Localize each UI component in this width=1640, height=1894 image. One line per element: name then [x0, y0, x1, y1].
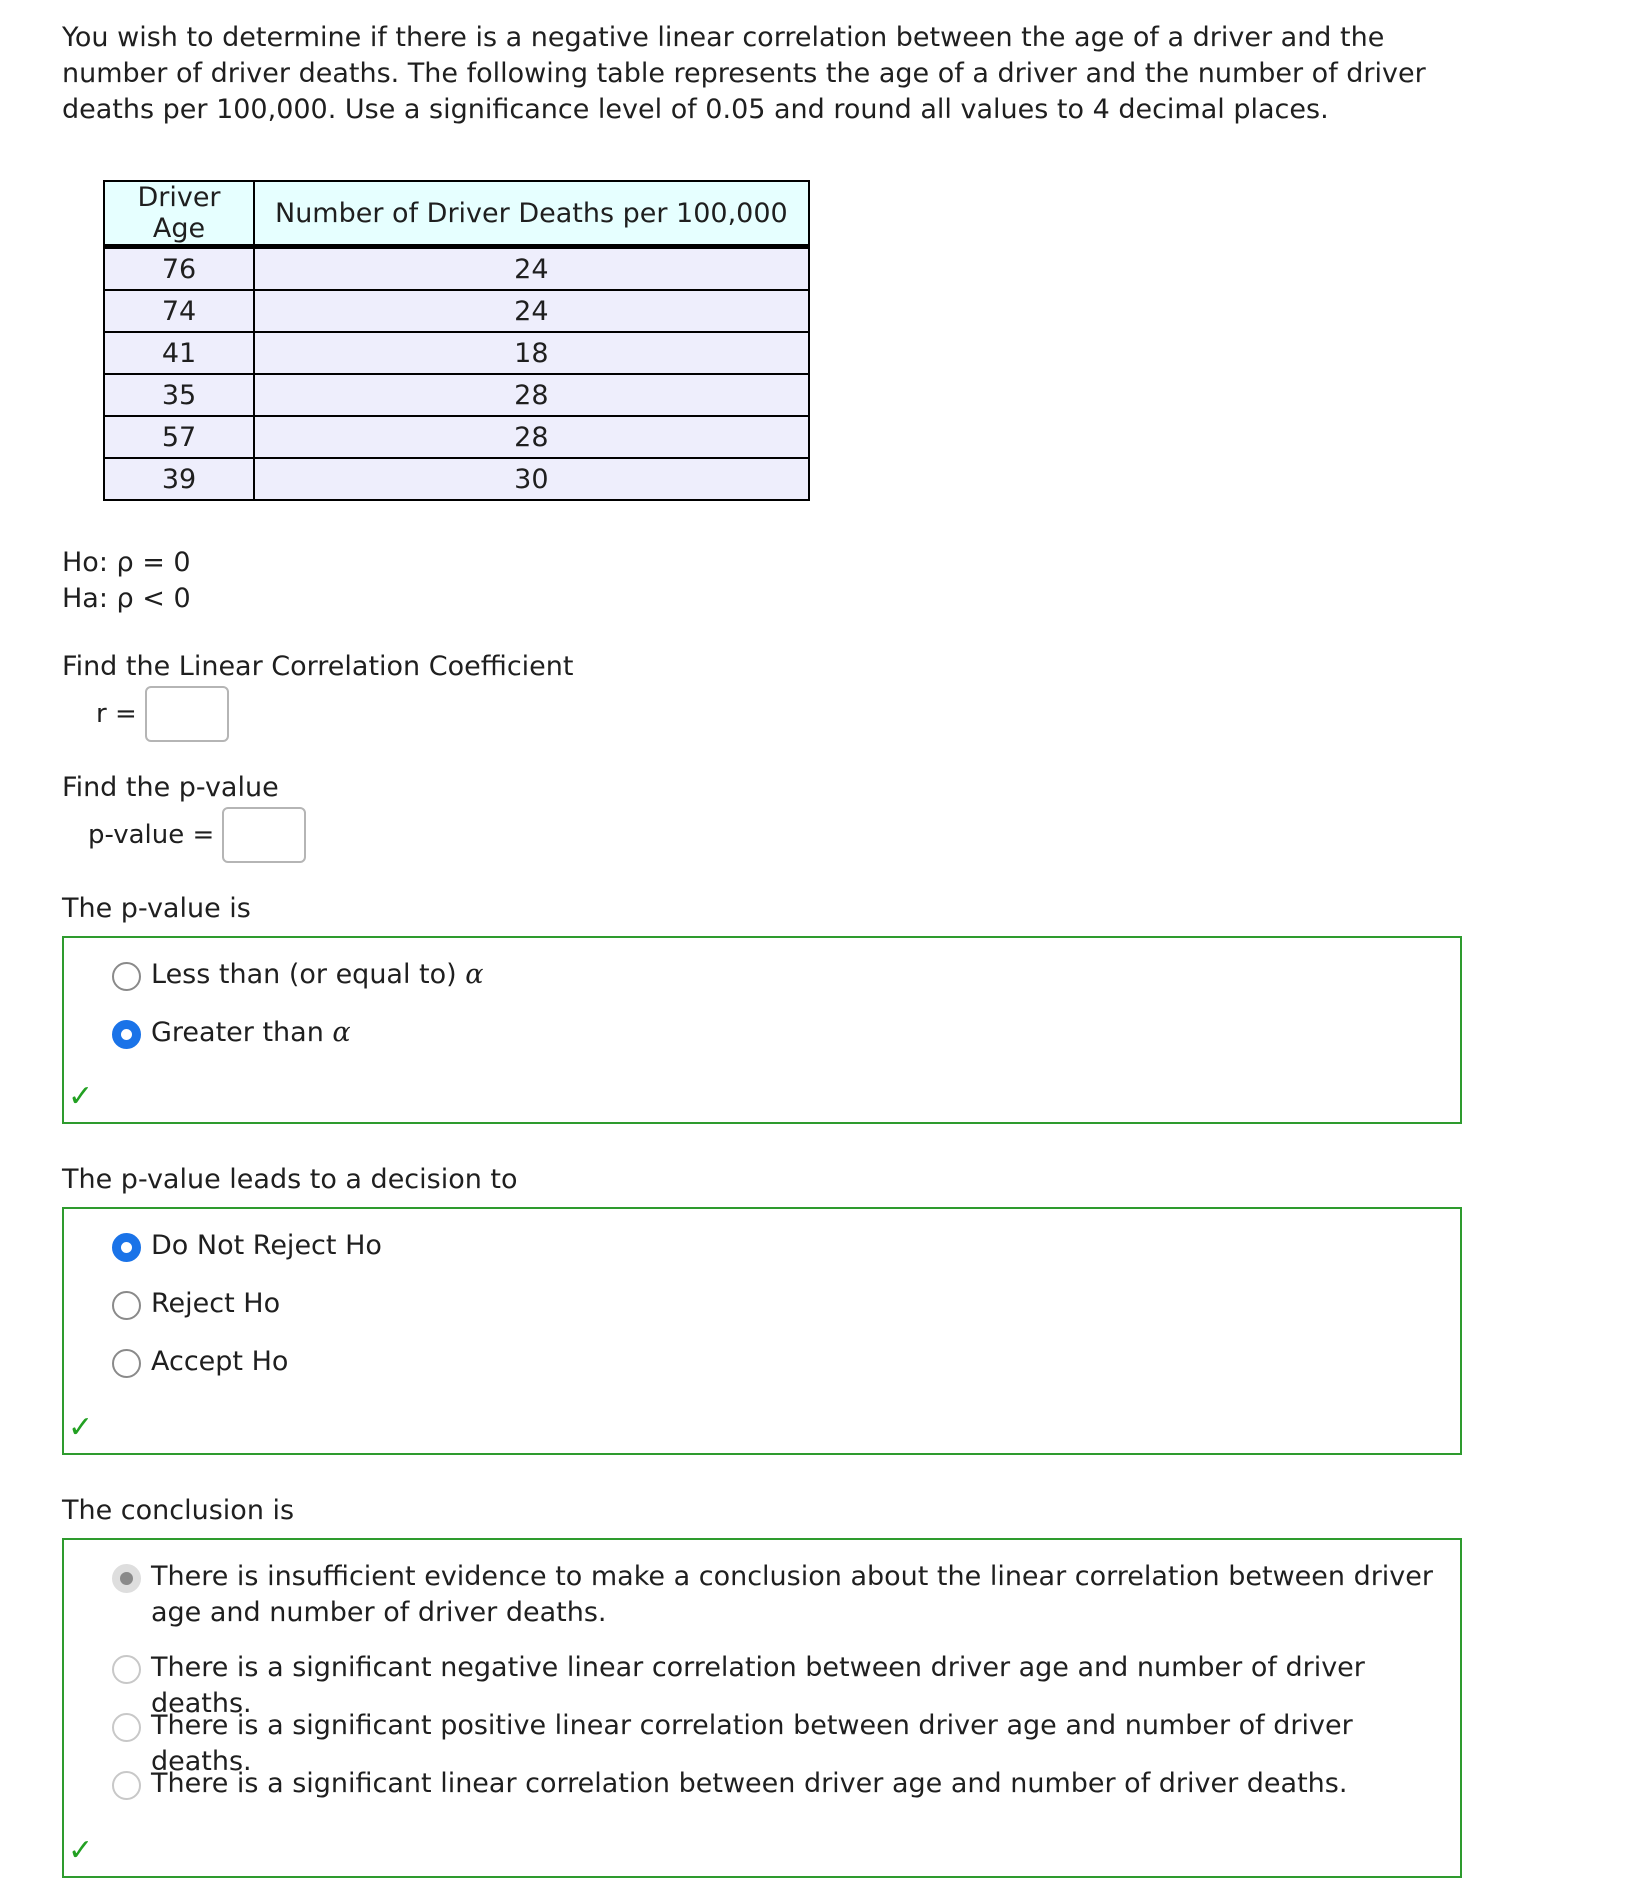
table-row	[104, 247, 809, 291]
pvalue-compare-box	[62, 936, 1462, 1124]
option-less-than-alpha[interactable]	[112, 960, 1460, 1018]
p-input-label: p-value =	[88, 820, 215, 850]
radio-unselected[interactable]	[112, 1349, 141, 1378]
option-label: There is insufficient evidence to make a conclusion about the linear correlation between driver age and number of driver deaths.	[151, 1561, 1433, 1628]
p-value-input[interactable]	[222, 807, 306, 863]
correct-check-icon: ✓	[68, 1079, 94, 1114]
radio-selected-disabled[interactable]	[112, 1564, 141, 1593]
radio-unselected[interactable]	[112, 962, 141, 991]
option-label: There is a significant linear correlation between driver age and number of driver deaths.	[151, 1768, 1348, 1799]
option-insufficient-evidence[interactable]	[112, 1562, 1440, 1631]
option-significant-linear[interactable]	[112, 1769, 1440, 1827]
hypotheses	[62, 545, 1462, 617]
option-significant-positive[interactable]	[112, 1710, 1440, 1777]
decision-label: The p-value leads to a decision to	[62, 1164, 518, 1195]
data-table	[103, 180, 810, 501]
header-driver-deaths: Number of Driver Deaths per 100,000	[254, 181, 809, 247]
option-label: Greater than	[151, 1017, 324, 1048]
decision-box	[62, 1207, 1462, 1455]
radio-unselected[interactable]	[112, 1291, 141, 1320]
radio-unselected[interactable]	[112, 1713, 141, 1742]
pvalue-compare-label: The p-value is	[62, 893, 251, 924]
r-question-label: Find the Linear Correlation Coefficient	[62, 651, 574, 682]
table-header-row	[104, 181, 809, 247]
alpha-symbol: α	[465, 959, 484, 990]
cell-age: 35	[104, 374, 254, 416]
cell-age: 76	[104, 247, 254, 291]
table-row	[104, 458, 809, 500]
conclusion-label: The conclusion is	[62, 1495, 295, 1526]
option-label: There is a significant negative linear correlation between driver age and number of driver deaths.	[151, 1652, 1365, 1719]
cell-deaths: 28	[254, 416, 809, 458]
table-row	[104, 374, 809, 416]
radio-unselected[interactable]	[112, 1771, 141, 1800]
question-container	[62, 20, 1462, 1878]
cell-deaths: 30	[254, 458, 809, 500]
correct-check-icon: ✓	[68, 1410, 94, 1445]
cell-deaths: 24	[254, 247, 809, 291]
alpha-symbol: α	[332, 1017, 351, 1048]
cell-age: 74	[104, 290, 254, 332]
conclusion-box	[62, 1538, 1462, 1878]
cell-deaths: 18	[254, 332, 809, 374]
radio-selected[interactable]	[112, 1233, 141, 1262]
option-label: There is a significant positive linear correlation between driver age and number of driver deaths.	[151, 1710, 1353, 1777]
option-accept[interactable]	[112, 1347, 1460, 1405]
correct-check-icon: ✓	[68, 1833, 94, 1868]
option-reject[interactable]	[112, 1289, 1460, 1347]
null-hypothesis: Ho: ρ = 0	[62, 547, 191, 578]
radio-unselected[interactable]	[112, 1655, 141, 1684]
r-input-label: r =	[96, 699, 137, 729]
table-row	[104, 416, 809, 458]
r-input-row	[96, 686, 1462, 742]
alternative-hypothesis: Ha: ρ < 0	[62, 583, 191, 614]
option-do-not-reject[interactable]	[112, 1231, 1460, 1289]
p-question-label: Find the p-value	[62, 772, 279, 803]
option-greater-than-alpha[interactable]	[112, 1018, 1460, 1076]
header-driver-age: Driver Age	[104, 181, 254, 247]
option-label: Do Not Reject Ho	[151, 1230, 382, 1261]
cell-deaths: 28	[254, 374, 809, 416]
cell-deaths: 24	[254, 290, 809, 332]
cell-age: 57	[104, 416, 254, 458]
option-label: Reject Ho	[151, 1288, 281, 1319]
cell-age: 39	[104, 458, 254, 500]
question-intro: You wish to determine if there is a negative linear correlation between the age of a driver and the number of driver deaths. The following table represents the age of a driver and the number of driver deaths per 100,000. Use a significance level of 0.05 and round all values to 4 decimal places.	[62, 22, 1426, 125]
p-input-row	[88, 807, 1462, 863]
option-significant-negative[interactable]	[112, 1652, 1440, 1719]
option-label: Accept Ho	[151, 1346, 289, 1377]
table-row	[104, 290, 809, 332]
cell-age: 41	[104, 332, 254, 374]
r-input[interactable]	[145, 686, 229, 742]
option-label: Less than (or equal to)	[151, 959, 457, 990]
radio-selected[interactable]	[112, 1020, 141, 1049]
table-row	[104, 332, 809, 374]
